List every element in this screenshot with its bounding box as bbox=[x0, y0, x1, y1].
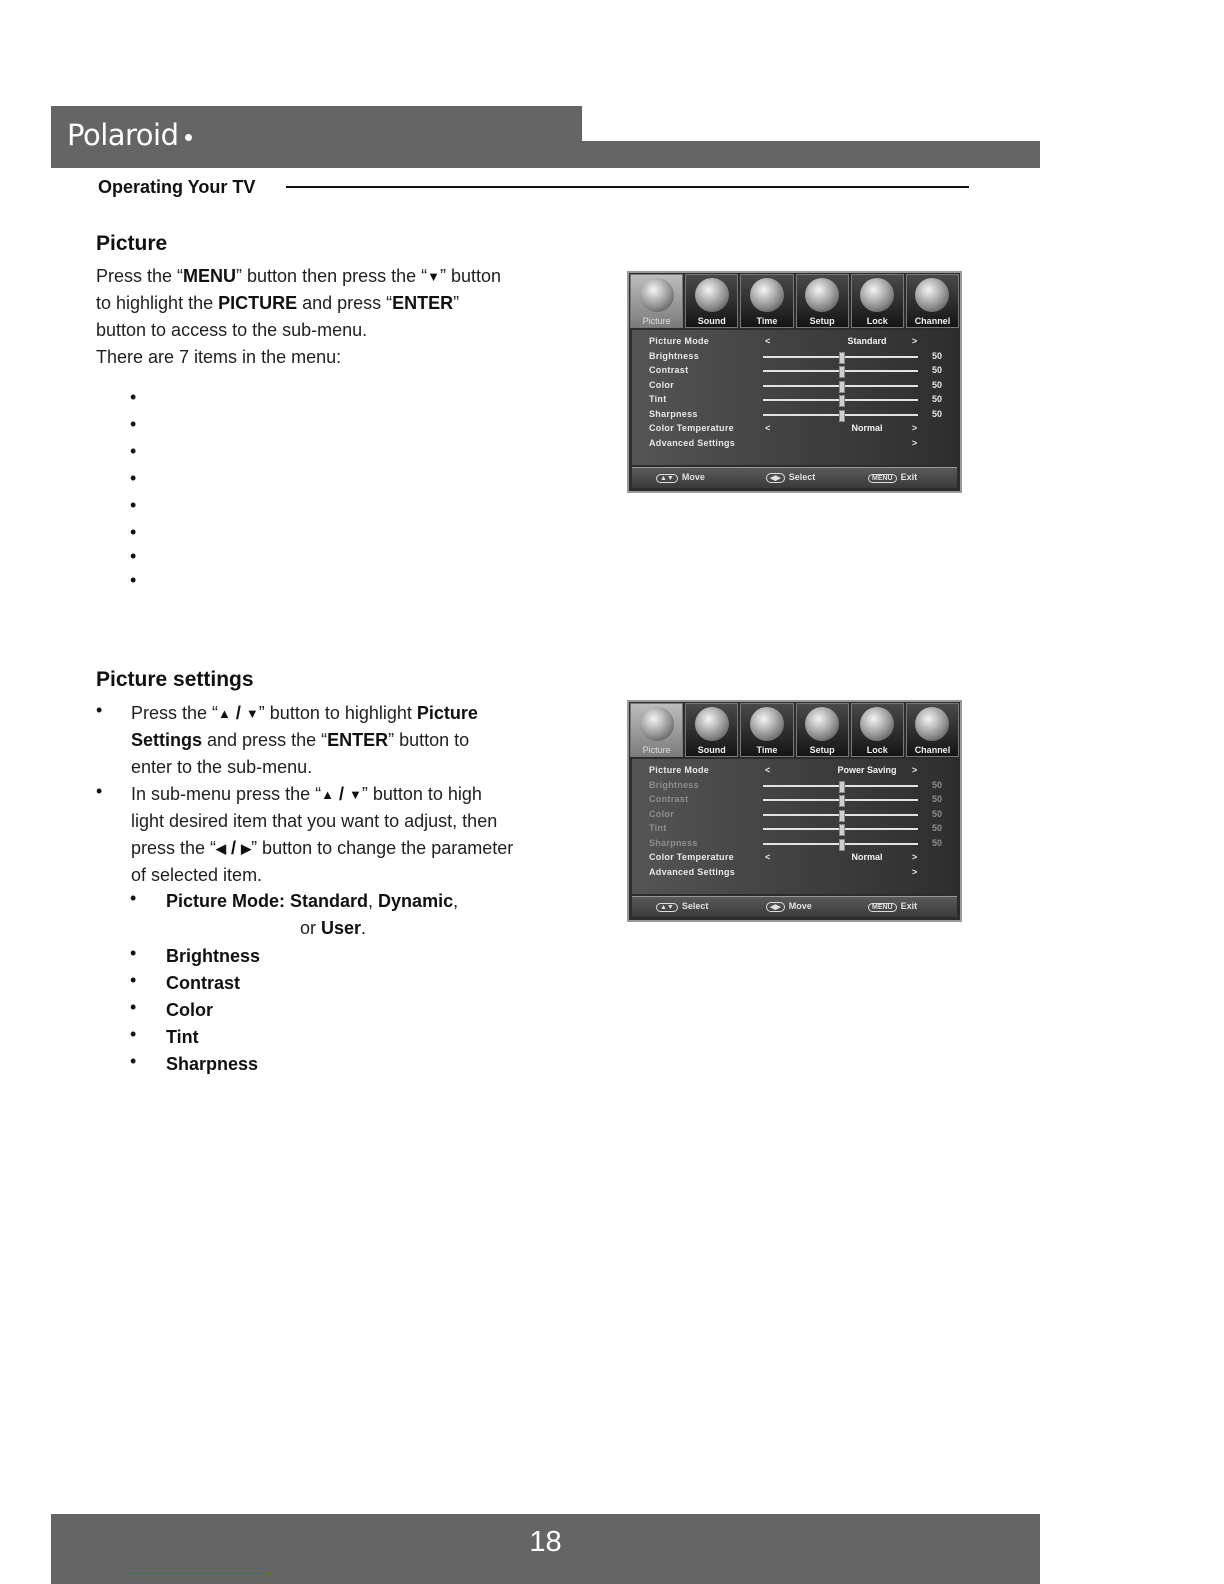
tv-tab-label: Time bbox=[756, 745, 778, 755]
tv-menu-footer bbox=[632, 896, 957, 917]
tv-tab-label: Lock bbox=[866, 316, 888, 326]
text-run: , bbox=[368, 891, 379, 911]
bold-text: Color bbox=[166, 1000, 213, 1020]
remote-key-icon: MENU bbox=[868, 474, 897, 483]
section-title: Operating Your TV bbox=[98, 177, 256, 197]
tv-slider-knob bbox=[839, 839, 845, 851]
tv-menu-item-label: Color bbox=[649, 808, 674, 819]
tv-tab-sound bbox=[685, 703, 738, 757]
time-icon bbox=[750, 707, 784, 741]
tv-tab-time bbox=[740, 274, 793, 328]
tv-slider-knob bbox=[839, 395, 845, 407]
bullet-icon: • bbox=[130, 546, 137, 566]
tv-slider-knob bbox=[839, 366, 845, 378]
bold-text: PICTURE bbox=[218, 293, 298, 313]
tv-tab-label: Lock bbox=[866, 745, 888, 755]
bullet-icon: • bbox=[130, 970, 137, 990]
tv-menu-item-label: Sharpness bbox=[649, 408, 698, 419]
tv-tab-label: Channel bbox=[914, 745, 951, 755]
lock-icon bbox=[860, 278, 894, 312]
tv-slider-value: 50 bbox=[932, 808, 943, 819]
text-run: ” button to high bbox=[361, 784, 482, 804]
text-run: press the “ bbox=[131, 838, 217, 858]
tv-menu-item-label: Advanced Settings bbox=[649, 866, 736, 877]
setting-item bbox=[166, 1024, 199, 1051]
tv-slider-value: 50 bbox=[932, 837, 943, 848]
tv-menu-footer bbox=[632, 467, 957, 488]
setting-item bbox=[166, 970, 240, 997]
tv-tab-label: Time bbox=[756, 316, 778, 326]
section-divider bbox=[286, 186, 969, 188]
bullet-icon: • bbox=[130, 387, 137, 407]
tv-slider bbox=[763, 828, 918, 830]
left-arrow-icon: < bbox=[765, 765, 771, 775]
header-notch bbox=[582, 106, 598, 141]
tv-slider-knob bbox=[839, 824, 845, 836]
text-run: enter to the sub-menu. bbox=[131, 757, 313, 777]
text-run: Press the “ bbox=[131, 703, 219, 723]
bold-text: Tint bbox=[166, 1027, 199, 1047]
bullet-icon: • bbox=[130, 441, 137, 461]
bold-text: Picture bbox=[416, 703, 478, 723]
remote-key-icon: ◀▶ bbox=[766, 902, 785, 912]
tv-menu-item-label: Contrast bbox=[649, 794, 689, 804]
right-arrow-icon: > bbox=[912, 423, 918, 433]
tv-tab-lock bbox=[851, 274, 904, 328]
text-run: and press the “ bbox=[202, 730, 328, 750]
right-arrow-icon: > bbox=[912, 866, 918, 877]
step-line bbox=[131, 754, 312, 781]
bullet-icon: • bbox=[130, 495, 137, 515]
brand-name: Polaroid bbox=[67, 118, 179, 152]
bullet-icon: • bbox=[130, 888, 137, 908]
bullet-icon: • bbox=[130, 570, 137, 590]
tv-tab-label: Setup bbox=[809, 316, 835, 326]
text-run: ” bbox=[453, 293, 460, 313]
tv-footer-hint bbox=[868, 472, 917, 483]
tv-slider-value: 50 bbox=[932, 823, 943, 833]
tv-footer-hint bbox=[766, 901, 812, 912]
tv-tab-channel bbox=[906, 703, 959, 757]
tv-tab-time bbox=[740, 703, 793, 757]
bold-text: Brightness bbox=[166, 946, 261, 966]
text-run: and press “ bbox=[297, 293, 393, 313]
text-run: . bbox=[361, 918, 367, 938]
picture-heading: Picture bbox=[96, 232, 168, 255]
tv-footer-label: Select bbox=[788, 472, 816, 482]
tv-menu-item-label: Tint bbox=[649, 823, 667, 833]
step-line bbox=[131, 727, 469, 754]
step-line bbox=[131, 835, 513, 862]
right-arrow-icon: > bbox=[912, 852, 918, 862]
text-run: ” button then press the “ bbox=[236, 266, 428, 286]
left-arrow-icon: < bbox=[765, 852, 771, 862]
tv-slider-knob bbox=[839, 381, 845, 393]
tv-slider bbox=[763, 814, 918, 816]
tv-menu-item-label: Tint bbox=[649, 394, 667, 404]
picture-icon bbox=[640, 707, 674, 741]
tv-slider bbox=[763, 385, 918, 387]
text-run: ” button to change the parameter bbox=[251, 838, 514, 858]
text-run: Press the “ bbox=[96, 266, 184, 286]
tv-footer-label: Move bbox=[788, 901, 812, 911]
bold-text: ENTER bbox=[392, 293, 454, 313]
tv-slider-value: 50 bbox=[932, 350, 943, 361]
tv-footer-label: Exit bbox=[900, 901, 918, 911]
setup-icon bbox=[805, 278, 839, 312]
tv-slider-knob bbox=[839, 795, 845, 807]
tv-slider bbox=[763, 414, 918, 416]
step-line bbox=[131, 808, 497, 835]
brand-dot-icon bbox=[185, 134, 192, 141]
text-run: or bbox=[300, 918, 322, 938]
bold-text: Sharpness bbox=[166, 1054, 259, 1074]
tv-slider-knob bbox=[839, 781, 845, 793]
text-run: of selected item. bbox=[131, 865, 263, 885]
tv-slider-value: 50 bbox=[932, 794, 943, 804]
text-run: In sub-menu press the “ bbox=[131, 784, 322, 804]
tv-tab-picture bbox=[630, 703, 683, 757]
tv-slider bbox=[763, 799, 918, 801]
bullet-icon: • bbox=[96, 781, 103, 801]
setting-item bbox=[166, 943, 260, 970]
tv-menu-body bbox=[632, 330, 957, 465]
tv-menu-screenshot-2 bbox=[627, 700, 962, 922]
tv-footer-label: Move bbox=[681, 472, 705, 482]
bold-text: / bbox=[333, 784, 349, 804]
tv-slider-value: 50 bbox=[932, 365, 943, 375]
header-bar bbox=[51, 141, 1040, 168]
tv-slider bbox=[763, 370, 918, 372]
tv-tab-channel bbox=[906, 274, 959, 328]
text-run: ” button to highlight bbox=[258, 703, 417, 723]
tv-menu-item-label: Brightness bbox=[649, 350, 700, 361]
tv-slider-value: 50 bbox=[932, 379, 943, 390]
bold-text: / bbox=[226, 838, 242, 858]
tv-slider bbox=[763, 399, 918, 401]
text-run: light desired item that you want to adjust, then bbox=[131, 811, 498, 831]
tv-tab-picture bbox=[630, 274, 683, 328]
sound-icon bbox=[695, 707, 729, 741]
tv-tab-setup bbox=[796, 703, 849, 757]
tv-slider-value: 50 bbox=[932, 408, 943, 419]
bullet-icon: • bbox=[130, 468, 137, 488]
text-run: ” button to bbox=[388, 730, 470, 750]
right-arrow-icon: > bbox=[912, 336, 918, 346]
tv-footer-hint bbox=[656, 472, 705, 483]
right-arrow-icon: > bbox=[912, 437, 918, 448]
tv-menu-item-label: Color Temperature bbox=[649, 423, 734, 433]
tv-slider-knob bbox=[839, 810, 845, 822]
channel-icon bbox=[915, 278, 949, 312]
tv-slider-knob bbox=[839, 352, 845, 364]
tv-tab-sound bbox=[685, 274, 738, 328]
step-line bbox=[131, 700, 478, 727]
tv-option-value: Normal bbox=[851, 423, 883, 433]
bold-text: ENTER bbox=[327, 730, 389, 750]
bold-text: ▲ bbox=[321, 787, 334, 802]
bold-text: User bbox=[321, 918, 362, 938]
page-number: 18 bbox=[529, 1526, 562, 1558]
lock-icon bbox=[860, 707, 894, 741]
intro-line bbox=[96, 344, 341, 371]
remote-key-icon: ▲▼ bbox=[656, 474, 678, 483]
right-arrow-icon: > bbox=[912, 765, 918, 775]
step-line bbox=[131, 781, 482, 808]
text-run: ” button bbox=[440, 266, 502, 286]
bold-text: Dynamic bbox=[378, 891, 454, 911]
bold-text: MENU bbox=[183, 266, 237, 286]
time-icon bbox=[750, 278, 784, 312]
bold-text: Settings bbox=[131, 730, 203, 750]
bullet-icon: • bbox=[130, 997, 137, 1017]
tv-footer-hint bbox=[868, 901, 917, 912]
tv-slider-value: 50 bbox=[932, 394, 943, 404]
tv-option-value: Normal bbox=[851, 852, 883, 862]
bold-text: ▲ bbox=[218, 706, 231, 721]
tv-tab-lock bbox=[851, 703, 904, 757]
brand-logo bbox=[67, 118, 192, 152]
tv-menu-tabs bbox=[629, 273, 960, 329]
tv-menu-item-label: Contrast bbox=[649, 365, 689, 375]
remote-key-icon: MENU bbox=[868, 903, 897, 912]
tv-menu-screenshot-1 bbox=[627, 271, 962, 493]
setting-item-continuation bbox=[300, 915, 366, 942]
tv-tab-label: Setup bbox=[809, 745, 835, 755]
intro-line bbox=[96, 263, 501, 290]
bold-text: Contrast bbox=[166, 973, 241, 993]
tv-menu-item-label: Color bbox=[649, 379, 674, 390]
tv-menu-item-label: Sharpness bbox=[649, 837, 698, 848]
remote-key-icon: ▲▼ bbox=[656, 903, 678, 912]
tv-menu-item-label: Brightness bbox=[649, 779, 700, 790]
tv-slider bbox=[763, 356, 918, 358]
remote-key-icon: ◀▶ bbox=[766, 473, 785, 483]
tv-footer-label: Select bbox=[681, 901, 709, 911]
bullet-icon: • bbox=[96, 700, 103, 720]
tv-menu-item-label: Picture Mode bbox=[649, 765, 710, 775]
bold-text: ◀ bbox=[216, 841, 227, 856]
bold-text: ▼ bbox=[348, 787, 362, 802]
bold-text: ▼ bbox=[245, 706, 259, 721]
tv-tab-label: Sound bbox=[697, 745, 726, 755]
picture-icon bbox=[640, 278, 674, 312]
tv-tab-label: Picture bbox=[642, 316, 671, 326]
footer-link-underline[interactable] bbox=[127, 1573, 266, 1574]
tv-slider bbox=[763, 785, 918, 787]
tv-tab-label: Sound bbox=[697, 316, 726, 326]
text-run: to highlight the bbox=[96, 293, 219, 313]
bold-text: Picture Mode: bbox=[166, 891, 291, 911]
bold-text: / bbox=[230, 703, 246, 723]
sound-icon bbox=[695, 278, 729, 312]
tv-slider bbox=[763, 843, 918, 845]
left-arrow-icon: < bbox=[765, 423, 771, 433]
bullet-icon: • bbox=[130, 522, 137, 542]
text-run: button to access to the sub-menu. bbox=[96, 320, 368, 340]
setting-item bbox=[166, 1051, 258, 1078]
tv-menu-item-label: Advanced Settings bbox=[649, 437, 736, 448]
picture-settings-heading: Picture settings bbox=[96, 668, 254, 691]
tv-footer-hint bbox=[766, 472, 815, 483]
step-line bbox=[131, 862, 262, 889]
page-footer bbox=[51, 1514, 1040, 1584]
bullet-icon: • bbox=[130, 414, 137, 434]
tv-tab-label: Picture bbox=[642, 745, 671, 755]
bullet-icon: • bbox=[130, 1024, 137, 1044]
bold-text: Standard bbox=[290, 891, 369, 911]
tv-footer-label: Exit bbox=[900, 472, 918, 482]
setting-item bbox=[166, 888, 458, 915]
tv-slider-value: 50 bbox=[932, 779, 943, 790]
text-run: There are 7 items in the menu: bbox=[96, 347, 342, 367]
tv-tab-setup bbox=[796, 274, 849, 328]
channel-icon bbox=[915, 707, 949, 741]
tv-menu-tabs bbox=[629, 702, 960, 758]
setup-icon bbox=[805, 707, 839, 741]
tv-option-value: Power Saving bbox=[837, 765, 897, 775]
bullet-icon: • bbox=[130, 1051, 137, 1071]
text-run: , bbox=[453, 891, 459, 911]
tv-option-value: Standard bbox=[847, 336, 887, 346]
left-arrow-icon: < bbox=[765, 336, 771, 346]
setting-item bbox=[166, 997, 213, 1024]
bullet-icon: • bbox=[130, 943, 137, 963]
tv-menu-item-label: Picture Mode bbox=[649, 336, 710, 346]
tv-slider-knob bbox=[839, 410, 845, 422]
intro-line bbox=[96, 290, 459, 317]
bold-text: ▼ bbox=[427, 269, 441, 284]
intro-line bbox=[96, 317, 367, 344]
bold-text: ▶ bbox=[241, 841, 252, 856]
tv-tab-label: Channel bbox=[914, 316, 951, 326]
tv-menu-item-label: Color Temperature bbox=[649, 852, 734, 862]
tv-menu-body bbox=[632, 759, 957, 894]
tv-footer-hint bbox=[656, 901, 708, 912]
